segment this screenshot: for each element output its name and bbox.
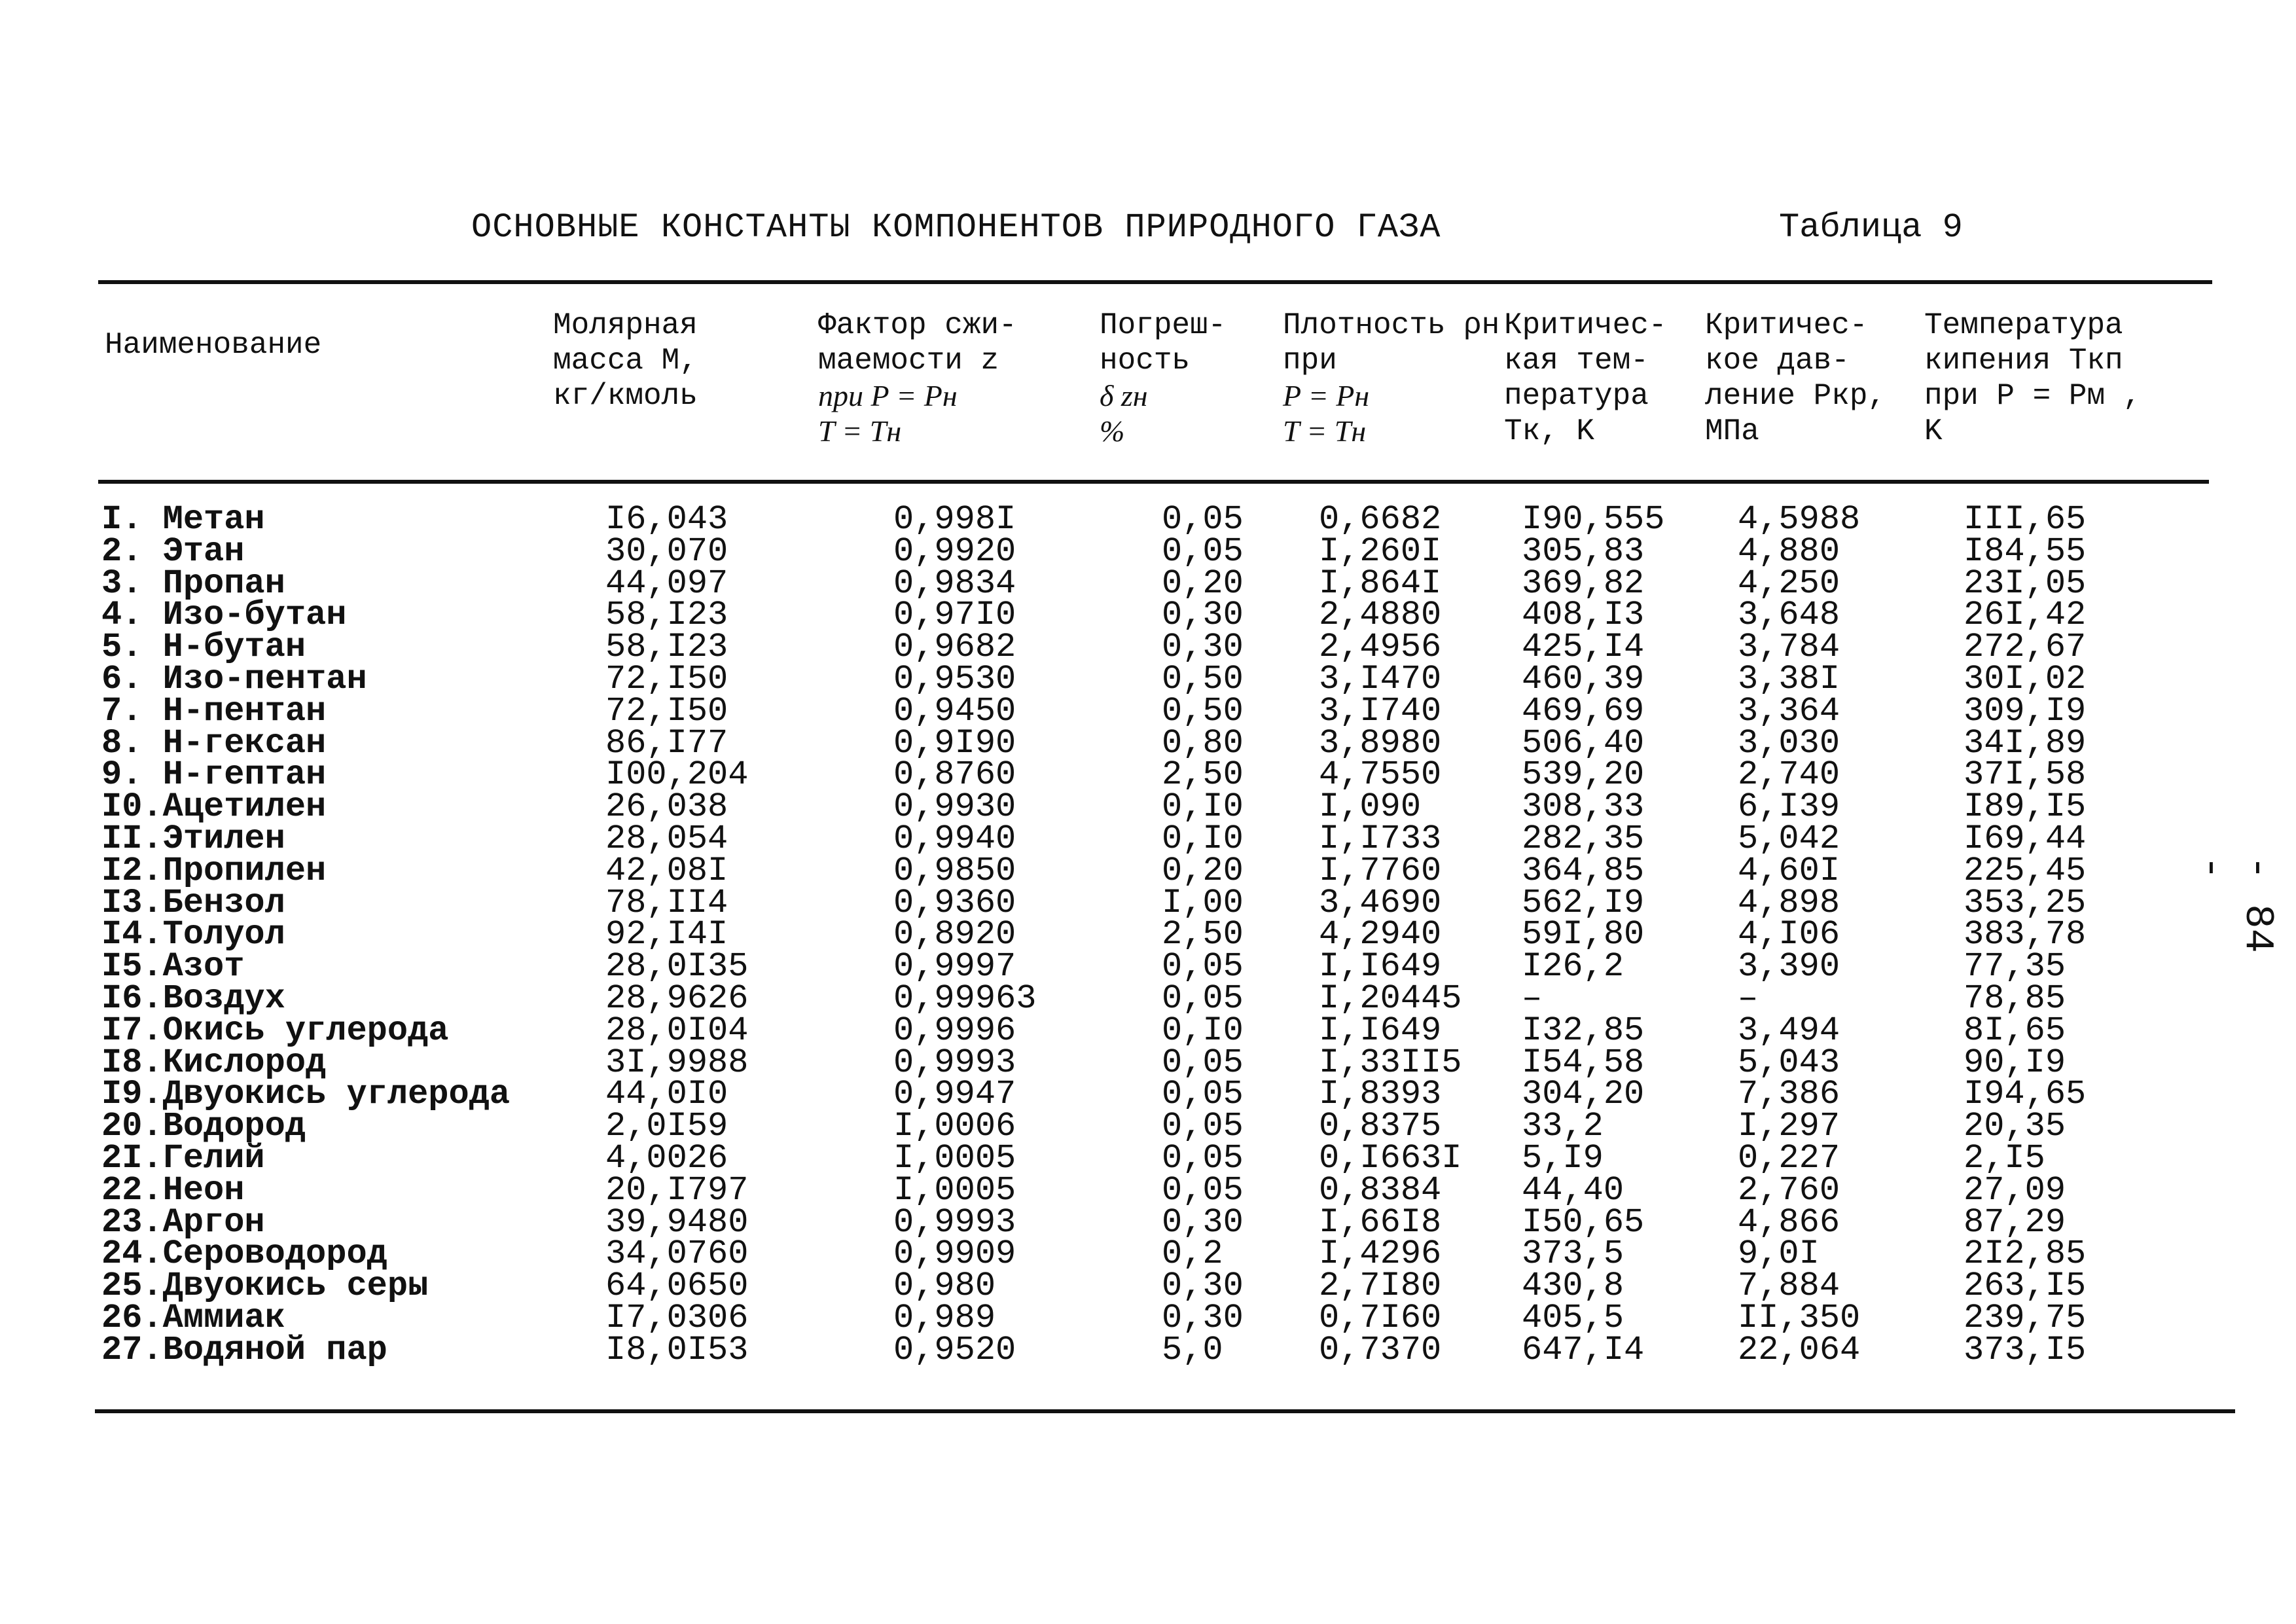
cell-critical-pressure: 4,866 — [1738, 1202, 1840, 1242]
cell-density: 0,8384 — [1319, 1170, 1442, 1210]
cell-critical-pressure: 3,390 — [1738, 947, 1840, 986]
cell-compressibility: 0,9520 — [893, 1330, 1016, 1369]
cell-error: 0,05 — [1162, 1138, 1244, 1178]
cell-molar-mass: 64,0650 — [605, 1267, 749, 1306]
cell-density: 2,4956 — [1319, 628, 1442, 667]
cell-error: 0,I0 — [1162, 819, 1244, 858]
cell-error: 0,05 — [1162, 500, 1244, 539]
cell-name: I. Метан — [101, 500, 265, 539]
cell-error: 5,0 — [1162, 1330, 1223, 1369]
cell-density: 3,8980 — [1319, 723, 1442, 763]
table-row — [0, 1267, 2296, 1306]
cell-critical-temperature: 33,2 — [1522, 1107, 1604, 1146]
cell-density: I,4296 — [1319, 1235, 1442, 1274]
cell-density: 2,4880 — [1319, 596, 1442, 635]
cell-compressibility: 0,9530 — [893, 659, 1016, 698]
cell-critical-temperature: 308,33 — [1522, 787, 1645, 827]
table-row — [0, 1138, 2296, 1178]
cell-boiling-temperature: 20,35 — [1964, 1107, 2066, 1146]
cell-error: 0,20 — [1162, 564, 1244, 603]
cell-critical-pressure: 2,740 — [1738, 755, 1840, 795]
cell-critical-pressure: II,350 — [1738, 1298, 1861, 1337]
cell-critical-pressure: 5,043 — [1738, 1043, 1840, 1082]
cell-compressibility: 0,9920 — [893, 532, 1016, 571]
header-molar-mass: Молярная масса М, кг/кмоль — [553, 308, 698, 413]
cell-critical-pressure: 3,648 — [1738, 596, 1840, 635]
cell-compressibility: 0,9909 — [893, 1235, 1016, 1274]
cell-density: I,I649 — [1319, 947, 1442, 986]
cell-critical-temperature: 305,83 — [1522, 532, 1645, 571]
cell-molar-mass: 58,I23 — [605, 628, 728, 667]
cell-compressibility: 0,9996 — [893, 1011, 1016, 1050]
cell-critical-pressure: 4,I06 — [1738, 915, 1840, 954]
cell-boiling-temperature: I84,55 — [1964, 532, 2087, 571]
cell-name: 2. Этан — [101, 532, 245, 571]
cell-compressibility: 0,99963 — [893, 979, 1037, 1018]
top-rule — [98, 280, 2212, 284]
cell-compressibility: 0,8920 — [893, 915, 1016, 954]
cell-compressibility: 0,9682 — [893, 628, 1016, 667]
cell-molar-mass: 28,0I35 — [605, 947, 749, 986]
cell-compressibility: 0,8760 — [893, 755, 1016, 795]
cell-boiling-temperature: 353,25 — [1964, 883, 2087, 922]
cell-error: 0,30 — [1162, 1267, 1244, 1306]
cell-error: 0,30 — [1162, 628, 1244, 667]
cell-critical-pressure: 4,880 — [1738, 532, 1840, 571]
cell-density: 4,2940 — [1319, 915, 1442, 954]
table-row — [0, 1043, 2296, 1082]
cell-critical-pressure: 5,042 — [1738, 819, 1840, 858]
cell-molar-mass: I8,0I53 — [605, 1330, 749, 1369]
cell-error: 0,30 — [1162, 1202, 1244, 1242]
cell-compressibility: 0,9930 — [893, 787, 1016, 827]
cell-density: I,I733 — [1319, 819, 1442, 858]
cell-name: 26.Аммиак — [101, 1298, 285, 1337]
cell-molar-mass: 39,9480 — [605, 1202, 749, 1242]
table-row — [0, 691, 2296, 731]
header-critical-temperature: Критичес- кая тем- пература Tк, K — [1504, 308, 1667, 448]
cell-molar-mass: I6,043 — [605, 500, 728, 539]
cell-boiling-temperature: 77,35 — [1964, 947, 2066, 986]
cell-molar-mass: 28,0I04 — [605, 1011, 749, 1050]
cell-compressibility: 0,9360 — [893, 883, 1016, 922]
cell-name: 2I.Гелий — [101, 1138, 265, 1178]
table-row — [0, 564, 2296, 603]
cell-error: 0,05 — [1162, 532, 1244, 571]
cell-compressibility: I,0005 — [893, 1170, 1016, 1210]
table-row — [0, 500, 2296, 539]
cell-molar-mass: 2,0I59 — [605, 1107, 728, 1146]
cell-compressibility: 0,97I0 — [893, 596, 1016, 635]
cell-boiling-temperature: 23I,05 — [1964, 564, 2087, 603]
cell-name: I5.Азот — [101, 947, 245, 986]
cell-critical-pressure: 3,784 — [1738, 628, 1840, 667]
cell-name: 25.Двуокись серы — [101, 1267, 429, 1306]
cell-boiling-temperature: I69,44 — [1964, 819, 2087, 858]
cell-critical-temperature: I26,2 — [1522, 947, 1624, 986]
cell-critical-pressure: 7,386 — [1738, 1075, 1840, 1114]
cell-boiling-temperature: I89,I5 — [1964, 787, 2087, 827]
cell-boiling-temperature: 263,I5 — [1964, 1267, 2087, 1306]
table-row — [0, 1202, 2296, 1242]
cell-molar-mass: 28,9626 — [605, 979, 749, 1018]
header-critical-pressure: Критичес- кое дав- ление Pкр, МПа — [1705, 308, 1886, 448]
cell-name: II.Этилен — [101, 819, 285, 858]
table-row — [0, 1298, 2296, 1337]
cell-critical-temperature: 59I,80 — [1522, 915, 1645, 954]
cell-critical-pressure: 9,0I — [1738, 1235, 1820, 1274]
header-rule — [98, 480, 2209, 484]
cell-boiling-temperature: 87,29 — [1964, 1202, 2066, 1242]
cell-density: 2,7I80 — [1319, 1267, 1442, 1306]
cell-name: I6.Воздух — [101, 979, 285, 1018]
cell-density: I,090 — [1319, 787, 1422, 827]
cell-molar-mass: 72,I50 — [605, 691, 728, 731]
page-title: ОСНОВНЫЕ КОНСТАНТЫ КОМПОНЕНТОВ ПРИРОДНОГО ГАЗА — [471, 208, 1441, 247]
cell-compressibility: 0,9993 — [893, 1043, 1016, 1082]
cell-name: 9. Н-гептан — [101, 755, 327, 795]
cell-density: 0,8375 — [1319, 1107, 1442, 1146]
table-row — [0, 596, 2296, 635]
cell-density: I,260I — [1319, 532, 1442, 571]
cell-compressibility: 0,980 — [893, 1267, 996, 1306]
cell-critical-temperature: I54,58 — [1522, 1043, 1645, 1082]
cell-critical-pressure: 22,064 — [1738, 1330, 1861, 1369]
table-row — [0, 787, 2296, 827]
cell-compressibility: 0,9450 — [893, 691, 1016, 731]
cell-critical-temperature: 405,5 — [1522, 1298, 1624, 1337]
cell-error: 0,I0 — [1162, 787, 1244, 827]
cell-density: I,I649 — [1319, 1011, 1442, 1050]
cell-boiling-temperature: 27,09 — [1964, 1170, 2066, 1210]
cell-critical-pressure: 4,250 — [1738, 564, 1840, 603]
cell-error: 0,05 — [1162, 1107, 1244, 1146]
cell-name: I9.Двуокись углерода — [101, 1075, 511, 1114]
cell-boiling-temperature: 309,I9 — [1964, 691, 2087, 731]
cell-molar-mass: 58,I23 — [605, 596, 728, 635]
cell-error: 2,50 — [1162, 915, 1244, 954]
cell-molar-mass: 26,038 — [605, 787, 728, 827]
cell-name: 4. Изо-бутан — [101, 596, 347, 635]
cell-critical-temperature: 506,40 — [1522, 723, 1645, 763]
cell-molar-mass: 44,097 — [605, 564, 728, 603]
cell-critical-temperature: 44,40 — [1522, 1170, 1624, 1210]
cell-molar-mass: 44,0I0 — [605, 1075, 728, 1114]
cell-name: 8. Н-гексан — [101, 723, 327, 763]
cell-critical-pressure: 0,227 — [1738, 1138, 1840, 1178]
cell-critical-temperature: 373,5 — [1522, 1235, 1624, 1274]
cell-density: I,66I8 — [1319, 1202, 1442, 1242]
cell-error: 0,30 — [1162, 1298, 1244, 1337]
cell-compressibility: 0,9850 — [893, 851, 1016, 890]
cell-error: 0,05 — [1162, 979, 1244, 1018]
table-row — [0, 723, 2296, 763]
cell-error: I,00 — [1162, 883, 1244, 922]
cell-boiling-temperature: 383,78 — [1964, 915, 2087, 954]
cell-critical-temperature: – — [1522, 979, 1543, 1018]
table-row — [0, 883, 2296, 922]
cell-density: 0,6682 — [1319, 500, 1442, 539]
table-row — [0, 947, 2296, 986]
cell-density: 0,7370 — [1319, 1330, 1442, 1369]
cell-compressibility: 0,9947 — [893, 1075, 1016, 1114]
cell-critical-temperature: 647,I4 — [1522, 1330, 1645, 1369]
table-row — [0, 819, 2296, 858]
cell-critical-temperature: I90,555 — [1522, 500, 1665, 539]
table-row — [0, 1107, 2296, 1146]
cell-density: I,8393 — [1319, 1075, 1442, 1114]
cell-name: 22.Неон — [101, 1170, 245, 1210]
cell-compressibility: 0,9940 — [893, 819, 1016, 858]
cell-density: 0,7I60 — [1319, 1298, 1442, 1337]
cell-critical-pressure: 2,760 — [1738, 1170, 1840, 1210]
cell-critical-temperature: 562,I9 — [1522, 883, 1645, 922]
cell-molar-mass: 28,054 — [605, 819, 728, 858]
cell-boiling-temperature: I94,65 — [1964, 1075, 2087, 1114]
cell-critical-temperature: 539,20 — [1522, 755, 1645, 795]
cell-error: 2,50 — [1162, 755, 1244, 795]
cell-compressibility: I,0005 — [893, 1138, 1016, 1178]
cell-molar-mass: 86,I77 — [605, 723, 728, 763]
cell-boiling-temperature: 2I2,85 — [1964, 1235, 2087, 1274]
table-row — [0, 628, 2296, 667]
cell-critical-temperature: 408,I3 — [1522, 596, 1645, 635]
cell-molar-mass: 4,0026 — [605, 1138, 728, 1178]
cell-density: 4,7550 — [1319, 755, 1442, 795]
bottom-rule — [95, 1409, 2235, 1413]
table-row — [0, 1330, 2296, 1369]
cell-name: 3. Пропан — [101, 564, 285, 603]
cell-boiling-temperature: 78,85 — [1964, 979, 2066, 1018]
cell-critical-temperature: 364,85 — [1522, 851, 1645, 890]
cell-critical-pressure: – — [1738, 979, 1759, 1018]
cell-molar-mass: I00,204 — [605, 755, 749, 795]
table-row — [0, 1170, 2296, 1210]
cell-critical-pressure: 7,884 — [1738, 1267, 1840, 1306]
cell-compressibility: 0,989 — [893, 1298, 996, 1337]
cell-boiling-temperature: 26I,42 — [1964, 596, 2087, 635]
cell-error: 0,05 — [1162, 1170, 1244, 1210]
cell-critical-pressure: 6,I39 — [1738, 787, 1840, 827]
cell-error: 0,2 — [1162, 1235, 1223, 1274]
cell-molar-mass: 78,II4 — [605, 883, 728, 922]
page-number: - 84 - — [2188, 856, 2281, 953]
cell-compressibility: 0,9993 — [893, 1202, 1016, 1242]
cell-critical-pressure: 3,38I — [1738, 659, 1840, 698]
table-row — [0, 851, 2296, 890]
table-row — [0, 979, 2296, 1018]
header-name: Наименование — [105, 328, 322, 362]
table-row — [0, 755, 2296, 795]
cell-critical-pressure: 4,5988 — [1738, 500, 1861, 539]
cell-molar-mass: 42,08I — [605, 851, 728, 890]
cell-boiling-temperature: 272,67 — [1964, 628, 2087, 667]
cell-density: 3,I740 — [1319, 691, 1442, 731]
cell-boiling-temperature: 8I,65 — [1964, 1011, 2066, 1050]
header-compressibility: Фактор сжи- маемости z при P = Pн T = Tн — [818, 308, 1017, 448]
cell-density: I,33II5 — [1319, 1043, 1462, 1082]
cell-compressibility: 0,998I — [893, 500, 1016, 539]
cell-molar-mass: 72,I50 — [605, 659, 728, 698]
cell-name: 7. Н-пентан — [101, 691, 327, 731]
cell-error: 0,30 — [1162, 596, 1244, 635]
cell-critical-temperature: I50,65 — [1522, 1202, 1645, 1242]
cell-molar-mass: 34,0760 — [605, 1235, 749, 1274]
cell-error: 0,05 — [1162, 947, 1244, 986]
header-error: Погреш- ность δ zн % — [1100, 308, 1227, 448]
cell-compressibility: 0,9834 — [893, 564, 1016, 603]
cell-critical-pressure: I,297 — [1738, 1107, 1840, 1146]
header-boiling-temperature: Температура кипения Tкп при P = Pм , K — [1924, 308, 2142, 448]
cell-compressibility: 0,9997 — [893, 947, 1016, 986]
cell-critical-temperature: 425,I4 — [1522, 628, 1645, 667]
cell-compressibility: I,0006 — [893, 1107, 1016, 1146]
header-density: Плотность ρн при P = Pн T = Tн — [1283, 308, 1500, 448]
cell-name: I2.Пропилен — [101, 851, 327, 890]
cell-boiling-temperature: III,65 — [1964, 500, 2087, 539]
cell-name: I0.Ацетилен — [101, 787, 327, 827]
cell-boiling-temperature: 34I,89 — [1964, 723, 2087, 763]
cell-error: 0,05 — [1162, 1075, 1244, 1114]
table-body — [0, 500, 2296, 1369]
cell-error: 0,50 — [1162, 691, 1244, 731]
table-row — [0, 1235, 2296, 1274]
cell-critical-temperature: 304,20 — [1522, 1075, 1645, 1114]
table-label: Таблица 9 — [1779, 208, 1963, 247]
cell-name: 5. Н-бутан — [101, 628, 306, 667]
cell-name: 23.Аргон — [101, 1202, 265, 1242]
cell-critical-pressure: 4,60I — [1738, 851, 1840, 890]
cell-name: I3.Бензол — [101, 883, 285, 922]
cell-molar-mass: I7,0306 — [605, 1298, 749, 1337]
cell-critical-temperature: 369,82 — [1522, 564, 1645, 603]
cell-error: 0,20 — [1162, 851, 1244, 890]
cell-boiling-temperature: 225,45 — [1964, 851, 2087, 890]
cell-critical-pressure: 4,898 — [1738, 883, 1840, 922]
cell-name: 6. Изо-пентан — [101, 659, 367, 698]
cell-boiling-temperature: 90,I9 — [1964, 1043, 2066, 1082]
cell-name: 24.Сероводород — [101, 1235, 387, 1274]
cell-name: I8.Кислород — [101, 1043, 327, 1082]
cell-name: 20.Водород — [101, 1107, 306, 1146]
table-row — [0, 1075, 2296, 1114]
table-row — [0, 532, 2296, 571]
cell-error: 0,50 — [1162, 659, 1244, 698]
cell-compressibility: 0,9I90 — [893, 723, 1016, 763]
cell-critical-pressure: 3,494 — [1738, 1011, 1840, 1050]
cell-molar-mass: 92,I4I — [605, 915, 728, 954]
cell-critical-temperature: 5,I9 — [1522, 1138, 1604, 1178]
cell-critical-temperature: 282,35 — [1522, 819, 1645, 858]
cell-error: 0,80 — [1162, 723, 1244, 763]
cell-density: I,864I — [1319, 564, 1442, 603]
cell-density: 0,I663I — [1319, 1138, 1462, 1178]
cell-critical-pressure: 3,364 — [1738, 691, 1840, 731]
cell-error: 0,05 — [1162, 1043, 1244, 1082]
cell-molar-mass: 20,I797 — [605, 1170, 749, 1210]
table-row — [0, 915, 2296, 954]
cell-critical-temperature: 469,69 — [1522, 691, 1645, 731]
cell-critical-temperature: I32,85 — [1522, 1011, 1645, 1050]
cell-critical-temperature: 460,39 — [1522, 659, 1645, 698]
cell-boiling-temperature: 37I,58 — [1964, 755, 2087, 795]
cell-boiling-temperature: 373,I5 — [1964, 1330, 2087, 1369]
cell-density: 3,I470 — [1319, 659, 1442, 698]
cell-boiling-temperature: 30I,02 — [1964, 659, 2087, 698]
cell-critical-temperature: 430,8 — [1522, 1267, 1624, 1306]
cell-density: I,20445 — [1319, 979, 1462, 1018]
cell-name: I7.Окись углерода — [101, 1011, 449, 1050]
table-row — [0, 1011, 2296, 1050]
cell-molar-mass: 30,070 — [605, 532, 728, 571]
cell-density: 3,4690 — [1319, 883, 1442, 922]
cell-boiling-temperature: 2,I5 — [1964, 1138, 2045, 1178]
cell-density: I,7760 — [1319, 851, 1442, 890]
cell-critical-pressure: 3,030 — [1738, 723, 1840, 763]
cell-boiling-temperature: 239,75 — [1964, 1298, 2087, 1337]
table-row — [0, 659, 2296, 698]
cell-name: I4.Толуол — [101, 915, 285, 954]
cell-error: 0,I0 — [1162, 1011, 1244, 1050]
cell-molar-mass: 3I,9988 — [605, 1043, 749, 1082]
cell-name: 27.Водяной пар — [101, 1330, 387, 1369]
